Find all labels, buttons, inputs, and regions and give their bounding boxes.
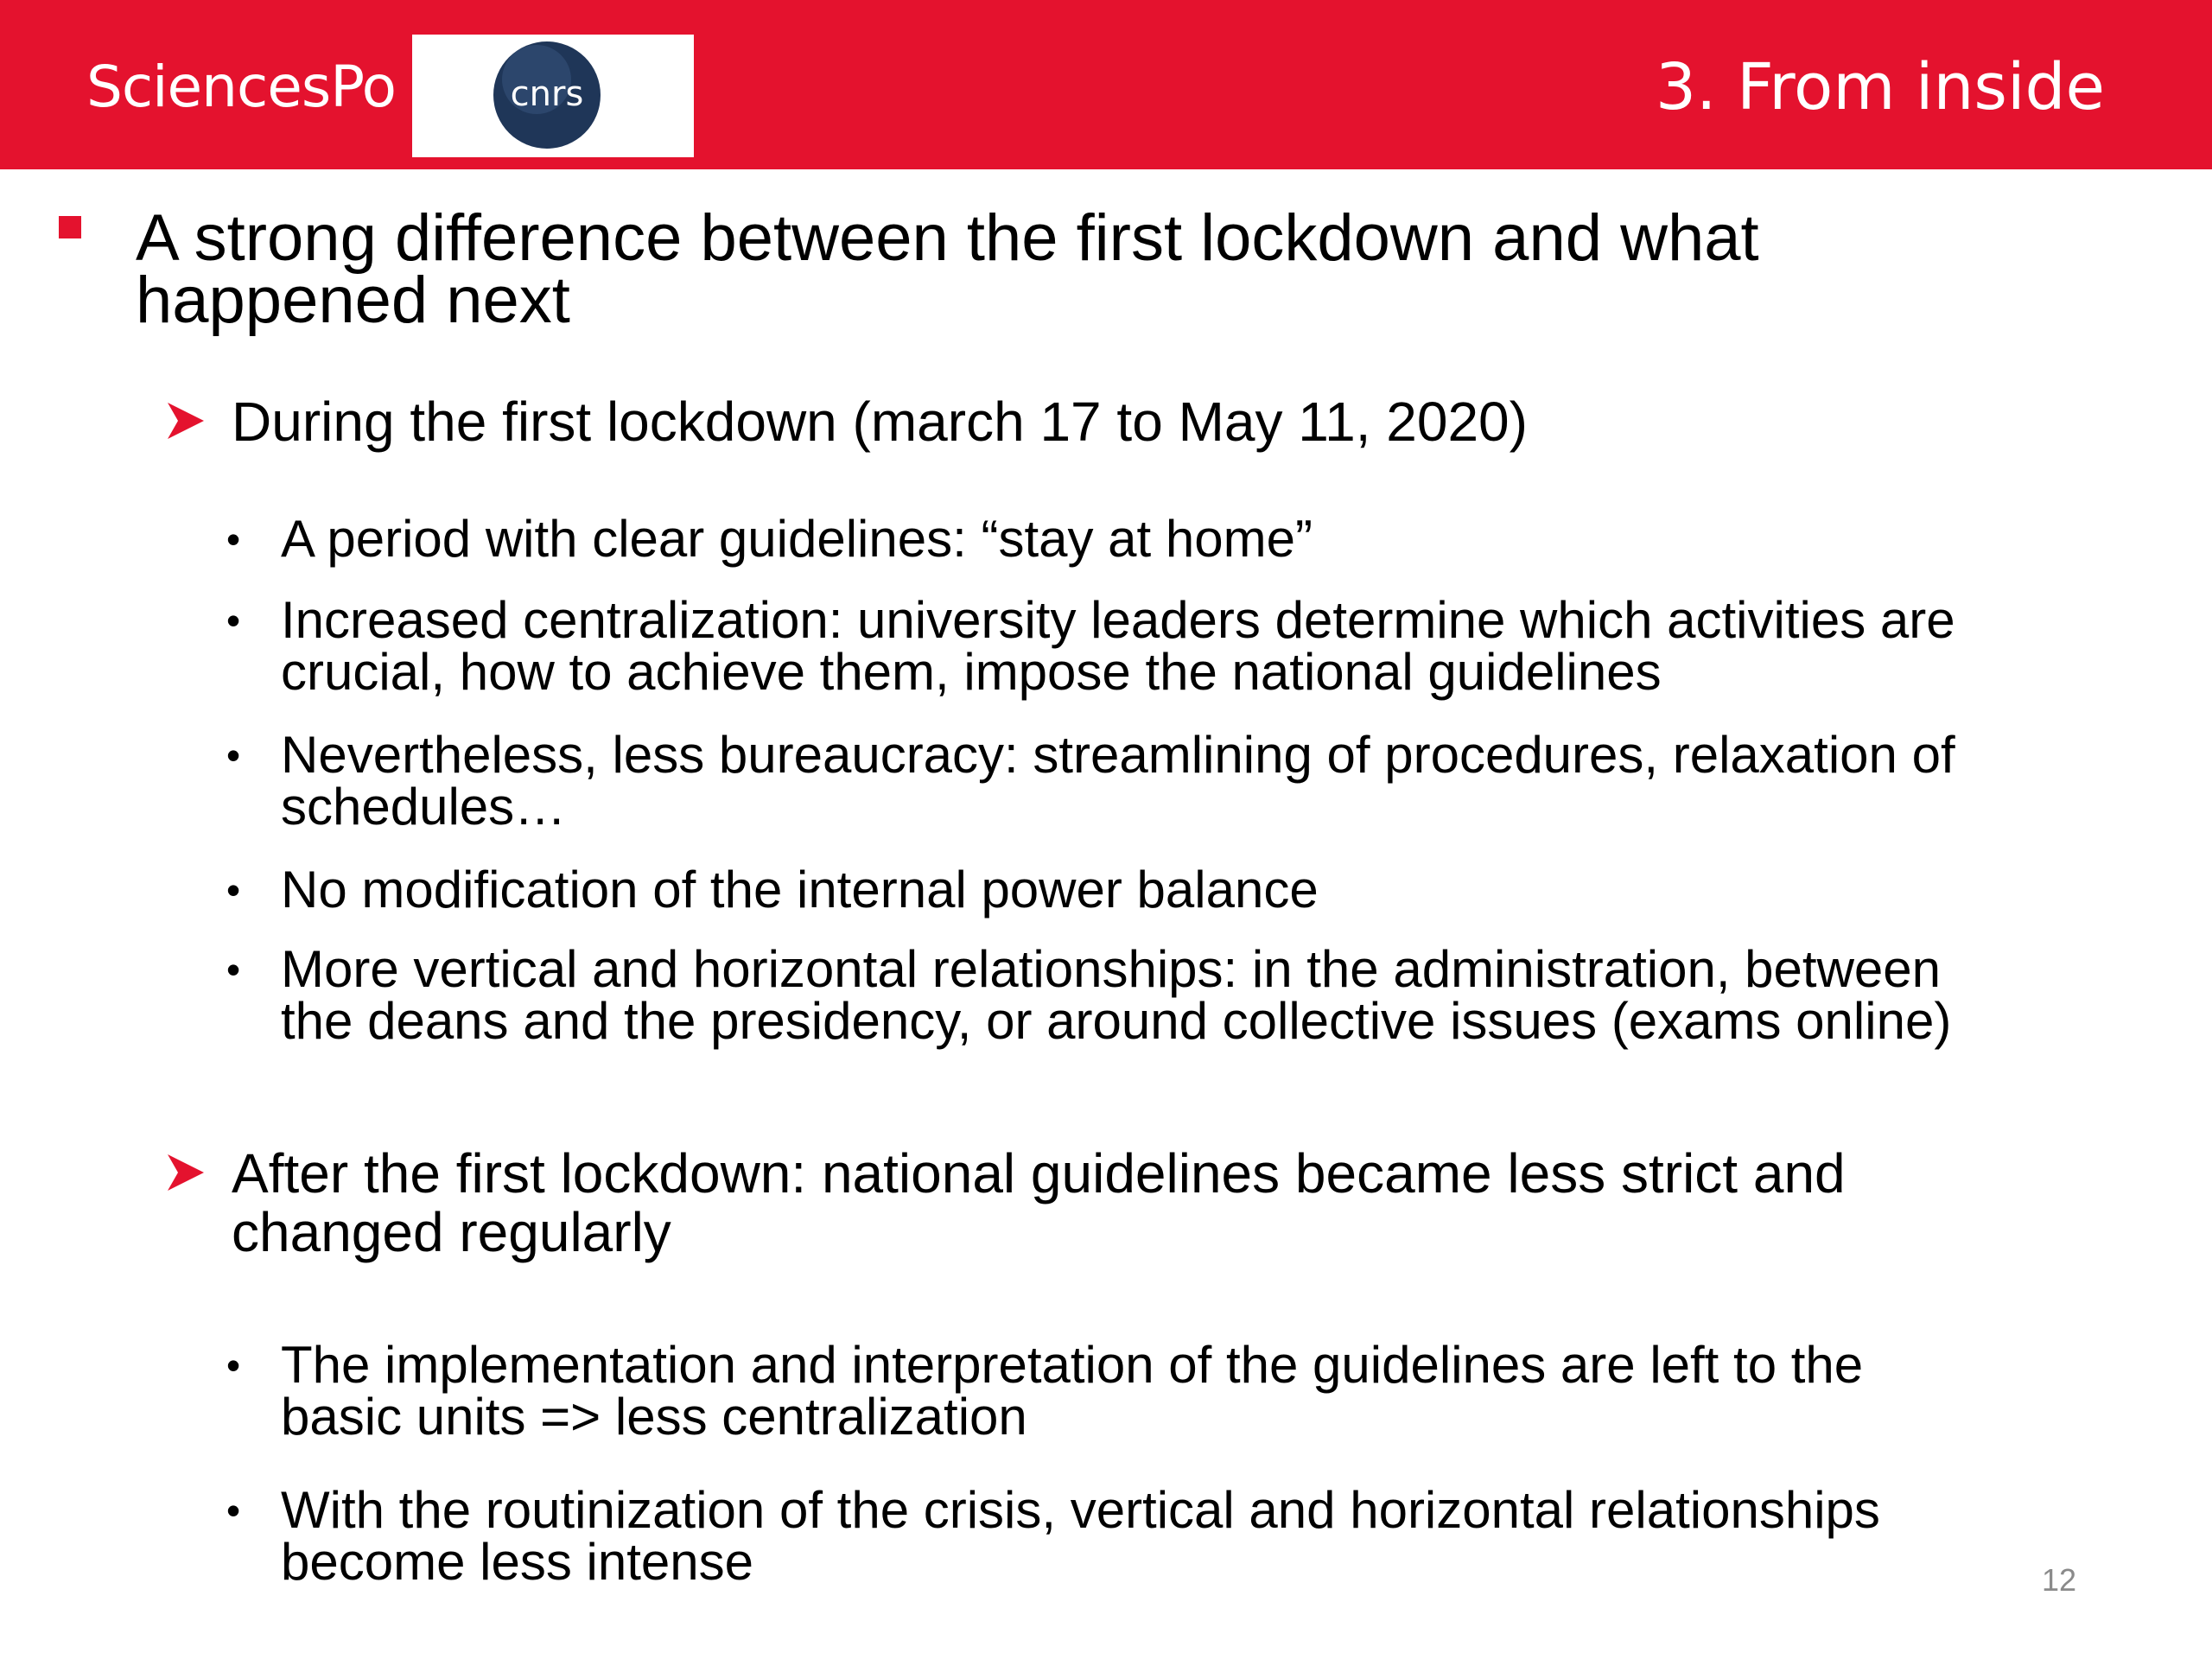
bullet-2-2-line-2: become less intense [281, 1533, 753, 1591]
arrow-bullet-icon [164, 1151, 207, 1194]
cnrs-logo [492, 40, 602, 150]
square-bullet-icon [59, 216, 81, 238]
bullet-1-4: No modification of the internal power balance [281, 861, 1319, 918]
round-bullet-icon: • [226, 1343, 241, 1388]
main-point-line-2: happened next [136, 264, 570, 337]
bullet-1-5-line-1: More vertical and horizontal relationships: in the administration, between [281, 940, 1942, 998]
section-title: 3. From inside [1655, 50, 2105, 124]
round-bullet-icon: • [226, 517, 241, 562]
main-point-line-1: A strong difference between the first lockdown and what [136, 201, 1759, 275]
bullet-1-3-line-1: Nevertheless, less bureaucracy: streamlining of procedures, relaxation of [281, 726, 1955, 784]
round-bullet-icon: • [226, 868, 241, 912]
round-bullet-icon: • [226, 947, 241, 992]
arrow-bullet-icon [164, 399, 207, 442]
round-bullet-icon: • [226, 733, 241, 778]
round-bullet-icon: • [226, 1488, 241, 1533]
bullet-2-2-line-1: With the routinization of the crisis, vertical and horizontal relationships [281, 1481, 1880, 1539]
cnrs-logo-box [412, 35, 694, 157]
bullet-1-5-line-2: the deans and the presidency, or around collective issues (exams online) [281, 992, 1952, 1050]
sub-point-2-line-2: changed regularly [232, 1201, 671, 1263]
page-number: 12 [2041, 1562, 2076, 1598]
sub-point-2-line-1: After the first lockdown: national guidelines became less strict and [232, 1142, 1846, 1205]
sub-point-1: During the first lockdown (march 17 to May 11, 2020) [232, 391, 1528, 453]
bullet-2-1-line-1: The implementation and interpretation of the guidelines are left to the [281, 1336, 1864, 1394]
slide-body [0, 169, 2212, 1659]
bullet-1-2-line-2: crucial, how to achieve them, impose the national guidelines [281, 643, 1662, 701]
bullet-1-3-line-2: schedules… [281, 778, 567, 836]
slide-header [0, 0, 2212, 169]
bullet-1-1: A period with clear guidelines: “stay at home” [281, 510, 1313, 568]
bullet-1-2-line-1: Increased centralization: university leaders determine which activities are [281, 591, 1955, 649]
bullet-2-1-line-2: basic units => less centralization [281, 1388, 1027, 1446]
sciencespo-logo: SciencesPo [86, 54, 397, 120]
cnrs-logo-text: cnrs [510, 74, 584, 114]
round-bullet-icon: • [226, 598, 241, 643]
